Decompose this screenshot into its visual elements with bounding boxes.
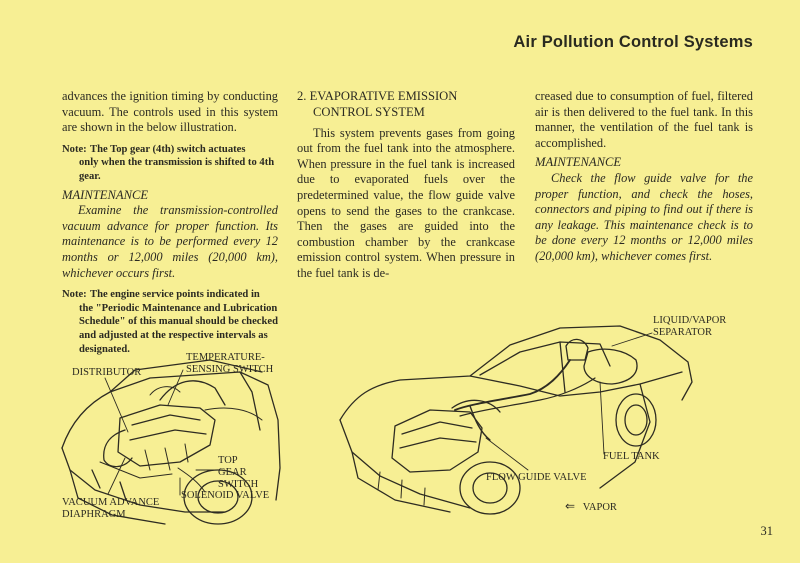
label-flow-guide-valve: FLOW GUIDE VALVE (486, 472, 587, 483)
page-number: 31 (760, 524, 773, 538)
arrow-left-icon: ⇐ (565, 499, 576, 513)
maintenance-text: Examine the transmission-controlled vacuum advance for proper function. Its maintenance is to be performed every 12 months or 12,000 miles (20,000 km), whichever occurs first. (62, 203, 278, 280)
note-text-first: The Top gear (4th) switch actuates (90, 143, 246, 155)
legend-vapor (565, 500, 617, 514)
note-text-rest: only when the transmission is shifted to 4th gear. (79, 157, 275, 182)
label-distributor: DISTRIBUTOR (72, 367, 142, 378)
paragraph-evaporative: This system prevents gases from going out from the fuel tank into the atmosphere. When pressure in the fuel tank is increased due to evaporated fuels over the predetermined value, the flow guide valve opens to send the gases to the crankcase. Then the gases are guided into the combustion chamber by the crankcase emission control system. When pressure in the fuel tank is de- (297, 125, 515, 280)
label-solenoid-valve: SOLENOID VALVE (181, 490, 270, 501)
legend-vapor-label: VAPOR (582, 502, 617, 513)
note-text-rest: the "Periodic Maintenance and Lubrication Schedule" of this manual should be checked and adjusted at the respective intervals as designated. (79, 302, 278, 355)
maintenance-heading: MAINTENANCE (62, 187, 149, 202)
note-label: Note: (62, 289, 87, 301)
paragraph-timing: advances the ignition timing by conducting vacuum. The controls used in this system are shown in the below illustration. (62, 89, 278, 135)
note-text-first: The engine service points indicated in (90, 289, 260, 301)
page-header-title: Air Pollution Control Systems (513, 33, 753, 51)
label-liquid-vapor-separator: LIQUID/VAPOR SEPARATOR (653, 315, 727, 338)
maintenance-text: Check the flow guide valve for the proper function, and check the hoses, connectors and piping to find out if there is any leakage. This maintenance check is to be done every 12 months or 12,000 miles (20,000 km), whichever comes first. (535, 170, 753, 263)
maintenance-heading: MAINTENANCE (535, 155, 622, 170)
car-evap-illustration (340, 326, 692, 514)
paragraph-ventilation: creased due to consumption of fuel, filtered air is then delivered to the fuel tank. In this manner, the ventilation of the fuel tank is accomplished. (535, 89, 753, 150)
section-title-line2: CONTROL SYSTEM (313, 104, 425, 119)
label-vacuum-advance: VACUUM ADVANCE DIAPHRAGM (62, 497, 160, 520)
section-title-line1: EVAPORATIVE EMISSION (309, 89, 458, 103)
section-number: 2. (297, 89, 307, 103)
label-fuel-tank: FUEL TANK (603, 451, 660, 462)
label-top-gear-switch: TOP GEAR SWITCH (218, 455, 259, 490)
note-label: Note: (62, 143, 87, 155)
label-temperature-switch: TEMPERATURE- SENSING SWITCH (186, 352, 274, 375)
